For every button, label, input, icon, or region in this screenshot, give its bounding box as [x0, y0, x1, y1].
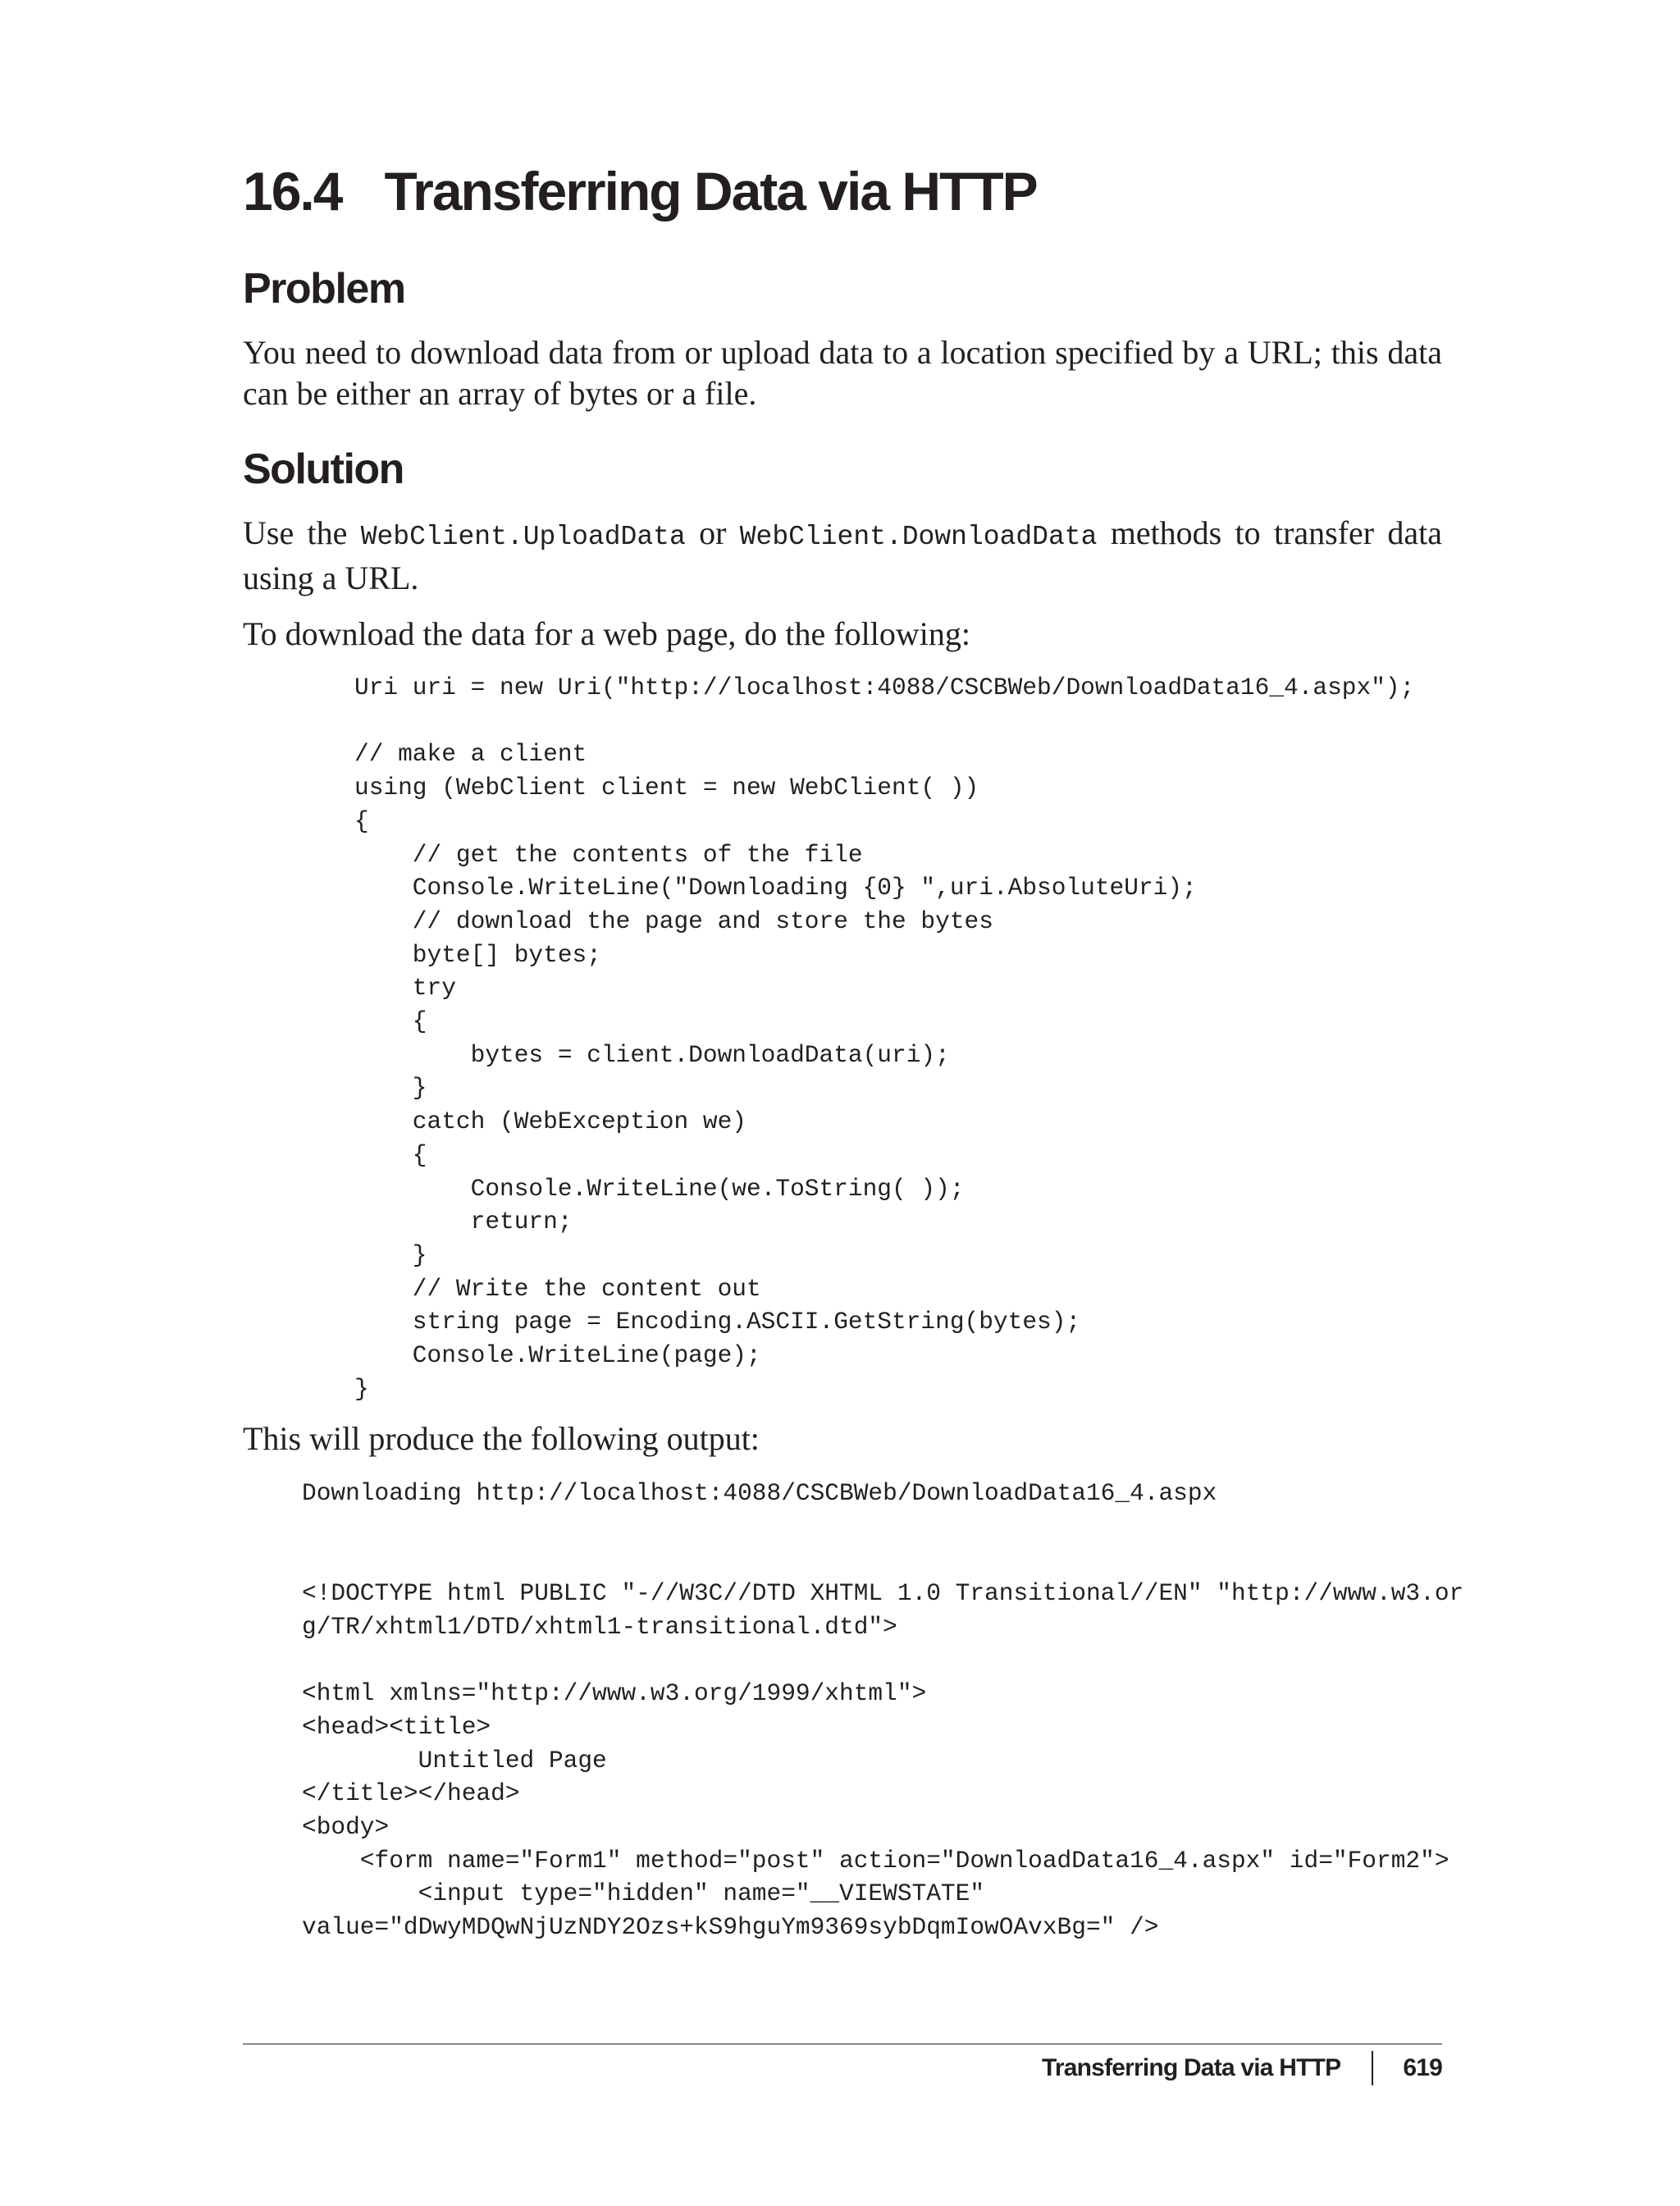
section-title-text: Transferring Data via HTTP [384, 161, 1037, 222]
output-code-listing: Downloading http://localhost:4088/CSCBWeb/DownloadData16_4.aspx <!DOCTYPE html PUBLIC "-//W3C//DTD XHTML 1.0 Transitional//EN" "http://www.w3.or g/TR/xhtml1/DTD/xhtml1-transitional.dtd"> <html xmlns="http://www.w3.org/1999/xhtml"> <head><title> Untitled Page </title></head> <body> <form name="Form1" method="post" action="DownloadData16_4.aspx" id="Form2"> <input type="hidden" name="__VIEWSTATE" value="dDwyMDQwNjUzNDY2Ozs+kS9hguYm9369sybDqmIowOAvxBg=" /> [302, 1479, 1464, 1942]
output-intro-text: This will produce the following output: [243, 1420, 760, 1457]
solution-text-prefix: Use the [243, 514, 348, 551]
solution-or-word: or [699, 514, 727, 551]
running-title: Transferring Data via HTTP [1042, 2054, 1341, 2081]
download-code-listing: Uri uri = new Uri("http://localhost:4088/CSCBWeb/DownloadData16_4.aspx"); // make a client using (WebClient client = new WebClient( )) { // get the contents of the file Console.WriteLine("Downloading {0} ",uri.AbsoluteUri); // download the page and store the bytes byte[] bytes; try { bytes = client.DownloadData(uri); } catch (WebException we) { Console.WriteLine(we.ToString( )); return; } // Write the content out string page = Encoding.ASCII.GetString(bytes); Console.WriteLine(page); } [354, 674, 1415, 1403]
solution-heading: Solution [243, 445, 404, 493]
solution-text [243, 513, 1442, 599]
section-title [243, 161, 1037, 222]
problem-text: You need to download data from or upload data to a location specified by a URL; this data can be either an array of bytes or a file. [243, 334, 1442, 412]
method-upload-code: WebClient.UploadData [360, 522, 686, 552]
page-number: 619 [1403, 2054, 1442, 2081]
solution-text-suffix: methods to transfer data using a URL. [243, 514, 1443, 596]
section-number: 16.4 [243, 161, 342, 222]
page-footer [1042, 2051, 1442, 2085]
problem-heading: Problem [243, 265, 405, 313]
footer-separator [1372, 2051, 1373, 2085]
download-intro-text: To download the data for a web page, do the following: [243, 615, 970, 652]
method-download-code: WebClient.DownloadData [739, 522, 1098, 552]
